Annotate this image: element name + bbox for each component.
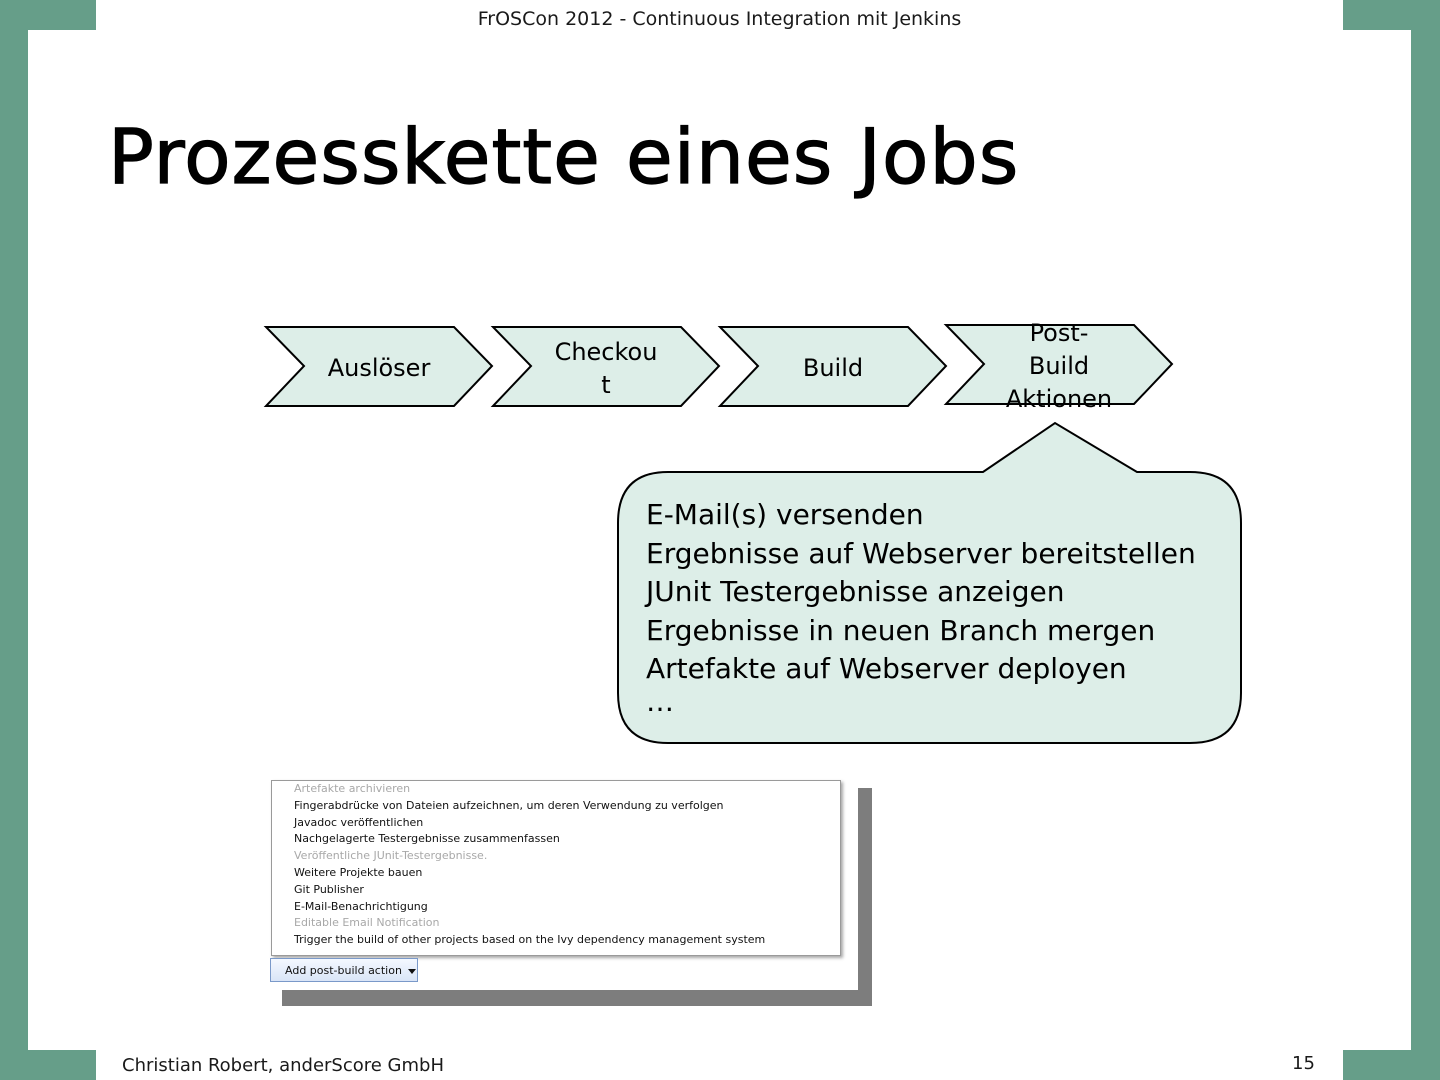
footer-author: Christian Robert, anderScore GmbH [122,1055,445,1076]
step-label-post-build: Post- Build Aktionen [1005,319,1113,413]
step-label-checkout: Checkou t [554,338,658,399]
callout-item: JUnit Testergebnisse anzeigen [646,575,1065,608]
step-label-ausloeser: Auslöser [327,354,431,382]
callout-item: E-Mail(s) versenden [646,498,924,531]
slide-title: Prozesskette eines Jobs [108,112,1020,201]
menu-item[interactable]: Nachgelagerte Testergebnisse zusammenfassen [294,832,560,846]
step-label-build: Build [802,354,864,382]
slide-header: FrOSCon 2012 - Continuous Integration mit Jenkins [96,0,1343,30]
menu-item[interactable]: Fingerabdrücke von Dateien aufzeichnen, um deren Verwendung zu verfolgen [294,798,724,812]
menu-item[interactable]: Editable Email Notification [294,916,440,930]
callout-item: Ergebnisse auf Webserver bereitstellen [646,536,1196,570]
callout-item: Ergebnisse in neuen Branch mergen [646,613,1156,647]
menu-item[interactable]: E-Mail-Benachrichtigung [294,899,428,913]
menu-item[interactable]: Trigger the build of other projects based on the Ivy dependency management system [294,933,766,947]
jenkins-screenshot [266,770,876,1010]
menu-item[interactable]: Veröffentliche JUnit-Testergebnisse. [294,849,488,863]
callout-item: … [646,684,674,718]
menu-item[interactable]: Artefakte archivieren [294,782,411,795]
add-post-build-action-label: Add post-build action [285,964,402,977]
chevron-down-icon [408,969,416,974]
post-build-action-menu [271,780,841,956]
callout-item: Artefakte auf Webserver deployen [646,652,1127,685]
callout-list [646,496,1196,718]
page-number: 15 [1292,1053,1315,1074]
menu-item[interactable]: Javadoc veröffentlichen [294,815,424,829]
add-post-build-action-button[interactable] [270,958,418,982]
menu-item[interactable]: Weitere Projekte bauen [294,865,423,879]
menu-item[interactable]: Git Publisher [294,882,364,896]
